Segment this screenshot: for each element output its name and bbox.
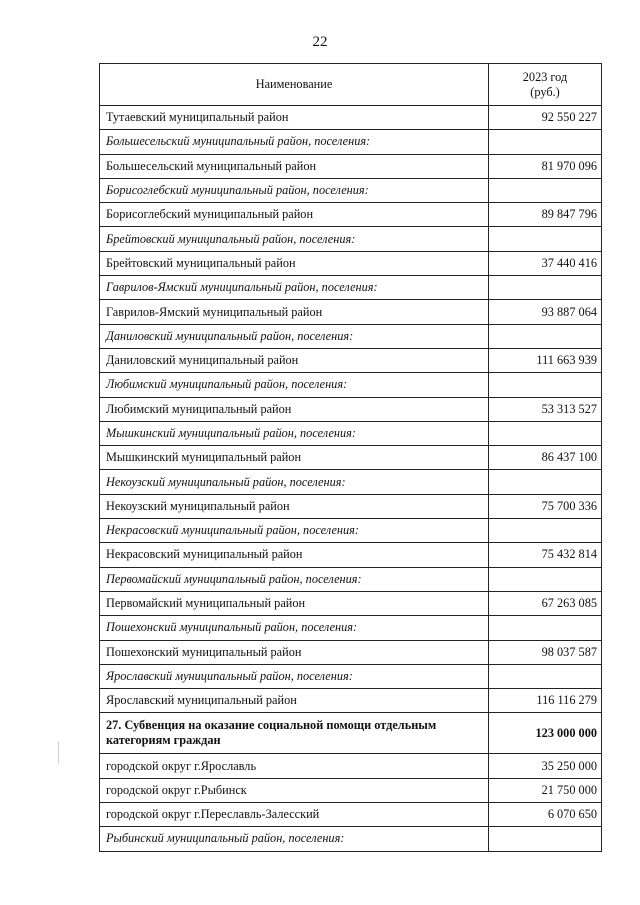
row-amount: 21 750 000 bbox=[489, 778, 602, 802]
table-row bbox=[100, 543, 602, 567]
row-amount bbox=[489, 664, 602, 688]
row-name: Ярославский муниципальный район bbox=[100, 689, 489, 713]
row-amount bbox=[489, 470, 602, 494]
table-row bbox=[100, 754, 602, 778]
section-row bbox=[100, 470, 602, 494]
row-name: Тутаевский муниципальный район bbox=[100, 106, 489, 130]
row-name: Первомайский муниципальный район bbox=[100, 591, 489, 615]
row-name: Некрасовский муниципальный район bbox=[100, 543, 489, 567]
section-row bbox=[100, 519, 602, 543]
row-amount: 75 432 814 bbox=[489, 543, 602, 567]
row-amount bbox=[489, 827, 602, 851]
row-amount: 86 437 100 bbox=[489, 446, 602, 470]
row-amount: 6 070 650 bbox=[489, 803, 602, 827]
row-name: Гаврилов-Ямский муниципальный район, поселения: bbox=[100, 276, 489, 300]
header-name-label: Наименование bbox=[255, 77, 333, 91]
row-amount: 37 440 416 bbox=[489, 251, 602, 275]
row-amount: 93 887 064 bbox=[489, 300, 602, 324]
row-amount bbox=[489, 324, 602, 348]
section-row bbox=[100, 827, 602, 851]
row-name: Гаврилов-Ямский муниципальный район bbox=[100, 300, 489, 324]
row-name: городской округ г.Ярославль bbox=[100, 754, 489, 778]
row-name: Ярославский муниципальный район, поселения: bbox=[100, 664, 489, 688]
section-row bbox=[100, 324, 602, 348]
row-amount: 98 037 587 bbox=[489, 640, 602, 664]
table-row bbox=[100, 640, 602, 664]
table-row bbox=[100, 689, 602, 713]
row-amount: 92 550 227 bbox=[489, 106, 602, 130]
row-name: Некоузский муниципальный район, поселения: bbox=[100, 470, 489, 494]
row-amount bbox=[489, 178, 602, 202]
row-name: Первомайский муниципальный район, поселения: bbox=[100, 567, 489, 591]
row-amount bbox=[489, 373, 602, 397]
row-name: Некоузский муниципальный район bbox=[100, 494, 489, 518]
row-name: Мышкинский муниципальный район bbox=[100, 446, 489, 470]
row-amount bbox=[489, 616, 602, 640]
table-row bbox=[100, 203, 602, 227]
header-name bbox=[100, 64, 489, 106]
row-amount: 35 250 000 bbox=[489, 754, 602, 778]
header-year-label: 2023 год bbox=[522, 69, 568, 84]
row-name: Брейтовский муниципальный район, поселения: bbox=[100, 227, 489, 251]
row-amount bbox=[489, 276, 602, 300]
section-row bbox=[100, 276, 602, 300]
row-name: Даниловский муниципальный район, поселения: bbox=[100, 324, 489, 348]
row-name: Пошехонский муниципальный район bbox=[100, 640, 489, 664]
section-row bbox=[100, 178, 602, 202]
table-row bbox=[100, 300, 602, 324]
row-name: Борисоглебский муниципальный район bbox=[100, 203, 489, 227]
header-unit-label: (руб.) bbox=[530, 84, 560, 99]
row-amount: 123 000 000 bbox=[489, 713, 602, 754]
row-name: Большесельский муниципальный район, поселения: bbox=[100, 130, 489, 154]
row-name: Любимский муниципальный район bbox=[100, 397, 489, 421]
table-row bbox=[100, 591, 602, 615]
row-amount: 81 970 096 bbox=[489, 154, 602, 178]
budget-table bbox=[99, 63, 602, 852]
table-row bbox=[100, 154, 602, 178]
subvention-row bbox=[100, 713, 602, 754]
row-amount: 53 313 527 bbox=[489, 397, 602, 421]
table-row bbox=[100, 778, 602, 802]
header-year bbox=[489, 64, 602, 106]
scan-mark bbox=[58, 742, 59, 764]
table-row bbox=[100, 251, 602, 275]
row-name: 27. Субвенция на оказание социальной помощи отдельным категориям граждан bbox=[100, 713, 489, 754]
table-row bbox=[100, 803, 602, 827]
table-row bbox=[100, 446, 602, 470]
table-row bbox=[100, 348, 602, 372]
row-name: Борисоглебский муниципальный район, поселения: bbox=[100, 178, 489, 202]
section-row bbox=[100, 373, 602, 397]
page-number: 22 bbox=[312, 34, 328, 50]
row-amount bbox=[489, 130, 602, 154]
row-amount: 116 116 279 bbox=[489, 689, 602, 713]
table-row bbox=[100, 494, 602, 518]
row-name: Мышкинский муниципальный район, поселения: bbox=[100, 421, 489, 445]
section-row bbox=[100, 227, 602, 251]
row-amount: 111 663 939 bbox=[489, 348, 602, 372]
section-row bbox=[100, 421, 602, 445]
section-row bbox=[100, 664, 602, 688]
section-row bbox=[100, 567, 602, 591]
row-amount bbox=[489, 227, 602, 251]
row-name: Даниловский муниципальный район bbox=[100, 348, 489, 372]
row-name: Пошехонский муниципальный район, поселения: bbox=[100, 616, 489, 640]
row-amount: 89 847 796 bbox=[489, 203, 602, 227]
row-amount: 75 700 336 bbox=[489, 494, 602, 518]
table-row bbox=[100, 397, 602, 421]
table-header-row bbox=[100, 64, 602, 106]
row-amount: 67 263 085 bbox=[489, 591, 602, 615]
table-row bbox=[100, 106, 602, 130]
row-amount bbox=[489, 567, 602, 591]
row-name: Брейтовский муниципальный район bbox=[100, 251, 489, 275]
row-name: Любимский муниципальный район, поселения: bbox=[100, 373, 489, 397]
section-row bbox=[100, 130, 602, 154]
row-name: Большесельский муниципальный район bbox=[100, 154, 489, 178]
row-amount bbox=[489, 421, 602, 445]
section-row bbox=[100, 616, 602, 640]
row-name: Рыбинский муниципальный район, поселения: bbox=[100, 827, 489, 851]
row-name: городской округ г.Переславль-Залесский bbox=[100, 803, 489, 827]
row-name: городской округ г.Рыбинск bbox=[100, 778, 489, 802]
row-amount bbox=[489, 519, 602, 543]
row-name: Некрасовский муниципальный район, поселения: bbox=[100, 519, 489, 543]
table-body bbox=[100, 106, 602, 852]
